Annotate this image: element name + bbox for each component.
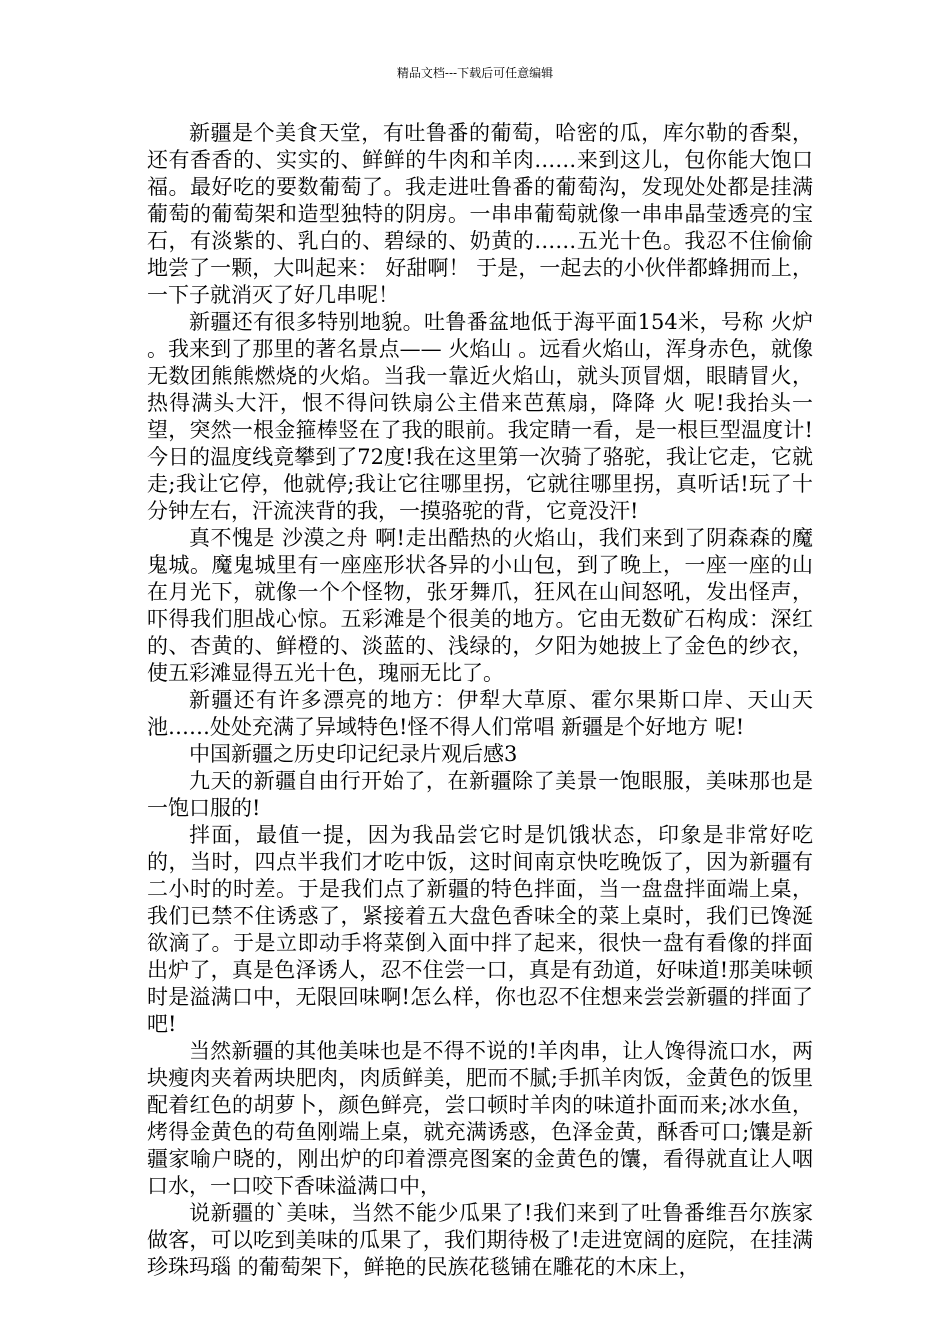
paragraph-2: 新疆还有很多特别地貌。吐鲁番盆地低于海平面154米，号称 火炉 。我来到了那里的著名景点—— 火焰山 。远看火焰山，浑身赤色，就像无数团熊熊燃烧的火焰。当我一靠近火焰山，就头顶冒烟，眼睛冒火，热得满头大汗，恨不得问铁扇公主借来芭蕉扇，降降 火 呢!我抬头一望，突然一根金箍棒竖在了我的眼前。我定睛一看，是一根巨型温度计!今日的温度线竟攀到了72度!我在这里第一次骑了骆驼，我让它走，它就走;我让它停，他就停;我让它往哪里拐，它就往哪里拐，真听话!玩了十分钟左右，汗流浃背的我，一摸骆驼的背，它竟没汗! xyxy=(147,310,813,523)
section-title: 中国新疆之历史印记纪录片观后感3 xyxy=(189,742,518,766)
paragraph-5: 九天的新疆自由行开始了，在新疆除了美景一饱眼服，美味那也是一饱口服的! xyxy=(147,769,813,820)
paragraph-7: 当然新疆的其他美味也是不得不说的!羊肉串，让人馋得流口水，两块瘦肉夹着两块肥肉，肉质鲜美，肥而不腻;手抓羊肉饭，金黄色的饭里配着红色的胡萝卜，颜色鲜亮，尝口顿时羊肉的味道扑面而来;冰水鱼，烤得金黄色的苟鱼刚端上桌，就充满诱惑，色泽金黄，酥香可口;馕是新疆家喻户晓的，刚出炉的印着漂亮图案的金黄色的馕，看得就直让人咽口水，一口咬下香味溢满口中， xyxy=(147,1039,813,1198)
paragraph-8: 说新疆的`美味，当然不能少瓜果了!我们来到了吐鲁番维吾尔族家做客，可以吃到美味的瓜果了，我们期待极了!走进宽阔的庭院，在挂满 珍珠玛瑙 的葡萄架下，鲜艳的民族花毯铺在雕花的木床上， xyxy=(147,1201,813,1279)
paragraph-1: 新疆是个美食天堂，有吐鲁番的葡萄，哈密的瓜，库尔勒的香梨，还有香香的、实实的、鲜鲜的牛肉和羊肉……来到这儿，包你能大饱口福。最好吃的要数葡萄了。我走进吐鲁番的葡萄沟，发现处处都是挂满葡萄的葡萄架和造型独特的阴房。一串串葡萄就像一串串晶莹透亮的宝石，有淡紫的、乳白的、碧绿的、奶黄的……五光十色。我忍不住偷偷地尝了一颗，大叫起来： 好甜啊！ 于是，一起去的小伙伴都蜂拥而上，一下子就消灭了好几串呢！ xyxy=(147,121,813,307)
paragraph-4: 新疆还有许多漂亮的地方：伊犁大草原、霍尔果斯口岸、天山天池……处处充满了异域特色!怪不得人们常唱 新疆是个好地方 呢! xyxy=(147,688,813,739)
paragraph-6: 拌面，最值一提，因为我品尝它时是饥饿状态，印象是非常好吃的，当时，四点半我们才吃中饭，这时间南京快吃晚饭了，因为新疆有二小时的时差。于是我们点了新疆的特色拌面，当一盘盘拌面端上桌，我们已禁不住诱惑了，紧接着五大盘色香味全的菜上桌时，我们已馋涎欲滴了。于是立即动手将菜倒入面中拌了起来，很快一盘有看像的拌面出炉了，真是色泽诱人，忍不住尝一口，真是有劲道，好味道!那美味顿时是溢满口中，无限回味啊!怎么样，你也忍不住想来尝尝新疆的拌面了吧! xyxy=(147,823,813,1036)
paragraph-3: 真不愧是 沙漠之舟 啊!走出酷热的火焰山，我们来到了阴森森的魔鬼城。魔鬼城里有一座座形状各异的小山包，到了晚上，一座一座的山在月光下，就像一个个怪物，张牙舞爪，狂风在山间怒吼，发出怪声，吓得我们胆战心惊。五彩滩是个很美的地方。它由无数矿石构成：深红的、杏黄的、鲜橙的、淡蓝的、浅绿的，夕阳为她披上了金色的纱衣，使五彩滩显得五光十色，瑰丽无比了。 xyxy=(147,526,813,685)
page-header: 精品文档---下载后可任意编辑 xyxy=(396,66,554,80)
document-body xyxy=(147,120,813,1281)
